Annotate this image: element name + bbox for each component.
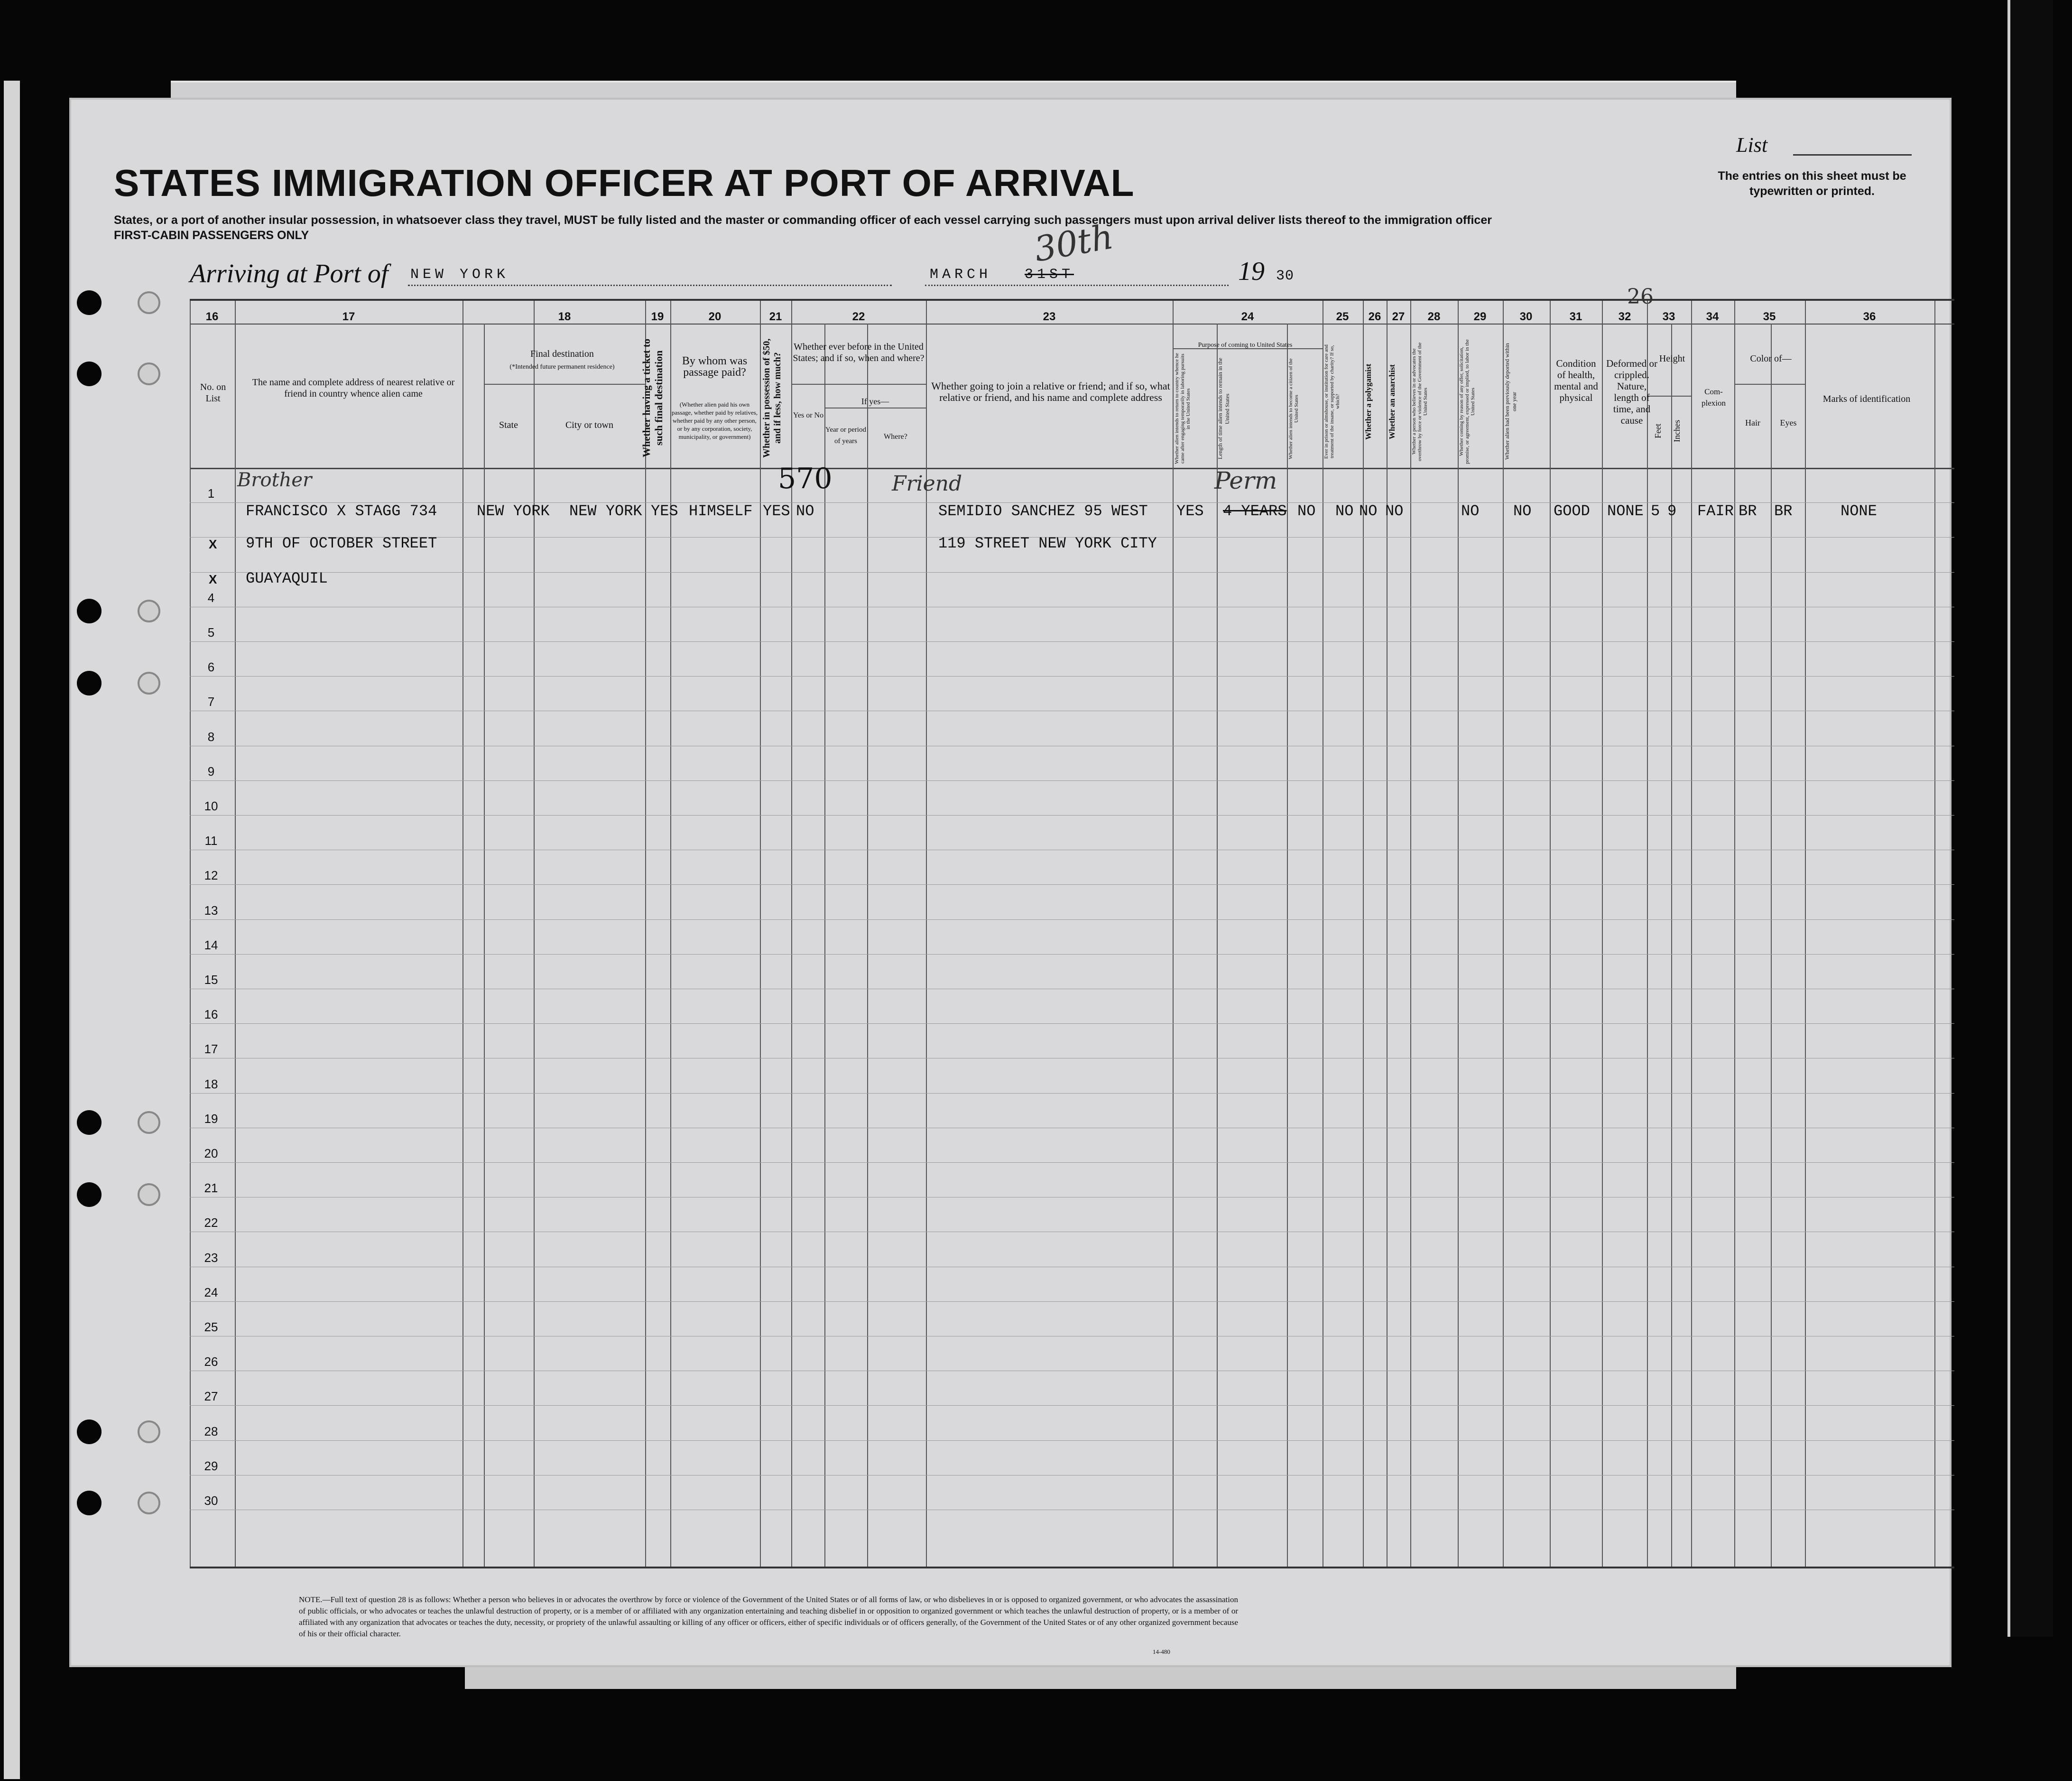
length-cell: 4 YEARS: [1223, 502, 1287, 520]
row-mark: X: [209, 537, 217, 551]
header-where: Where?: [884, 433, 907, 441]
column-rule: [1173, 301, 1174, 1567]
header-final-destination: Final destination: [530, 349, 594, 359]
punch-ring: [138, 1183, 160, 1206]
row-rule: [190, 884, 1954, 885]
punch-hole: [77, 1182, 102, 1207]
column-number: 29: [1473, 310, 1487, 323]
column-number: 31: [1569, 310, 1582, 323]
before-in-us-cell: NO: [796, 502, 814, 520]
row-number: 18: [204, 1076, 218, 1091]
punch-ring: [138, 1111, 160, 1134]
handwritten-friend: Friend: [892, 472, 962, 496]
column-rule: [1550, 301, 1551, 1567]
punch-hole: [77, 1491, 102, 1515]
column-rule: [645, 301, 646, 1567]
marks-cell: NONE: [1841, 502, 1877, 520]
column-number: 36: [1863, 310, 1876, 323]
column-number: 26: [1368, 310, 1381, 323]
header-col17: The name and complete address of nearest relative or friend in country whence alien came: [252, 377, 455, 399]
header-complexion: Com-plexion: [1702, 387, 1726, 408]
state-cell: NEW YORK: [477, 502, 550, 520]
column-rule: [1217, 324, 1218, 1567]
header-year-or-period: Year or period of years: [825, 426, 866, 445]
column-rule: [1647, 301, 1648, 1567]
list-number-line: [1793, 154, 1912, 156]
column-number: 28: [1427, 310, 1441, 323]
column-number: 33: [1662, 310, 1675, 323]
prison-cell: NO: [1335, 502, 1354, 520]
labor-cell: NO: [1461, 502, 1480, 520]
row-rule: [190, 919, 1954, 920]
header-col21: Whether in possession of $50, and if less, how much?: [761, 338, 783, 458]
row-number: 16: [204, 1007, 218, 1022]
row-number: 23: [204, 1250, 218, 1265]
deported-cell: NO: [1513, 502, 1532, 520]
header-col31: Condition of health, mental and physical: [1554, 358, 1598, 403]
header-col27: Whether an anarchist: [1388, 364, 1397, 439]
relative-line2: 9TH OF OCTOBER STREET: [246, 535, 437, 552]
intro-text: States, or a port of another insular possession, in whatsoever class they travel, MUST be fully listed and the master or commanding officer of each vessel carrying such passengers must upon arrival deliver lists thereof to the immigration officer: [114, 213, 1492, 227]
header-col32: Deformed or crippled. Nature, length of time, and cause: [1606, 358, 1657, 426]
column-rule: [462, 301, 463, 1567]
column-rule: [1458, 301, 1459, 1567]
column-number: 34: [1706, 310, 1719, 323]
row-number: 1: [207, 486, 215, 501]
cabin-class: FIRST-CABIN PASSENGERS ONLY: [114, 229, 309, 242]
column-number: 20: [708, 310, 722, 323]
row-number: 9: [207, 764, 215, 779]
row-number: 4: [207, 590, 215, 605]
column-rule: [1410, 301, 1411, 1567]
city-cell: NEW YORK: [569, 502, 642, 520]
citizen-cell: NO: [1297, 502, 1316, 520]
return-cell: YES: [1176, 502, 1204, 520]
header-inches: Inches: [1672, 420, 1682, 443]
row-number: 20: [204, 1146, 218, 1160]
column-rule: [670, 301, 671, 1567]
punch-ring: [138, 600, 160, 622]
punch-hole: [77, 599, 102, 623]
column-number: 25: [1336, 310, 1349, 323]
row-number: 30: [204, 1493, 218, 1508]
row-rule: [190, 1093, 1954, 1094]
handwritten-relation: Brother: [237, 469, 312, 491]
join-line2: 119 STREET NEW YORK CITY: [938, 535, 1157, 552]
column-number: 35: [1763, 310, 1776, 323]
day-typed-value: 31ST: [1025, 267, 1074, 283]
punch-hole: [77, 362, 102, 386]
typewritten-note: The entries on this sheet must be typewritten or printed.: [1718, 169, 1906, 198]
header-col20: By whom was passage paid?: [682, 355, 748, 379]
row-number: 7: [207, 695, 215, 709]
hair-cell: BR: [1739, 502, 1757, 520]
row-number: 15: [204, 973, 218, 987]
column-rule: [1691, 301, 1692, 1567]
header-col28: Whether a person who believes in or advocates the overthrow by force or violence of the Government of the United States: [1411, 342, 1428, 461]
header-final-destination-note: (*Intended future permanent residence): [509, 363, 615, 371]
year-suffix: 30: [1276, 268, 1295, 284]
row-number: 10: [204, 799, 218, 813]
row-rule: [190, 954, 1954, 955]
row-rule: [190, 1301, 1954, 1302]
relative-line1: FRANCISCO X STAGG 734: [246, 502, 437, 520]
column-number: 22: [852, 310, 865, 323]
header-no-on-list: No. on List: [200, 382, 226, 404]
header-if-yes: If yes—: [861, 397, 889, 406]
column-rule: [760, 301, 761, 1567]
punch-hole: [77, 290, 102, 315]
paid-by-cell: HIMSELF: [689, 502, 753, 520]
complexion-cell: FAIR: [1697, 502, 1734, 520]
row-number: 24: [204, 1285, 218, 1299]
date-underline: [925, 285, 1229, 286]
row-number: 19: [204, 1111, 218, 1126]
punch-hole: [77, 1110, 102, 1135]
day-handwritten: 30th: [1031, 216, 1116, 269]
money-cell: YES: [763, 502, 790, 520]
column-number: 23: [1043, 310, 1056, 323]
punch-hole: [77, 1419, 102, 1444]
row-rule: [190, 572, 1954, 573]
column-number: 24: [1241, 310, 1254, 323]
deformed-cell: NONE: [1607, 502, 1644, 520]
row-number: 28: [204, 1424, 218, 1438]
adjacent-page-edge: [4, 81, 20, 1779]
header-col24a: Whether alien intends to return to country whence he came after engaging temporarily in laboring pursuits in the United States: [1174, 353, 1191, 464]
header-color-of: Color of—: [1750, 353, 1792, 364]
row-number: 25: [204, 1320, 218, 1334]
inches-cell: 9: [1667, 502, 1677, 520]
row-number: 6: [207, 660, 215, 675]
page-title: STATES IMMIGRATION OFFICER AT PORT OF ARRIVAL: [114, 162, 1135, 204]
column-number: 21: [769, 310, 782, 323]
row-number: 5: [207, 625, 215, 640]
column-number-rule: [190, 324, 1954, 325]
header-col24b: Length of time alien intends to remain in the United States: [1217, 358, 1230, 460]
column-number: 16: [205, 310, 219, 323]
anarchist-cell: NO: [1385, 502, 1404, 520]
row-rule: [190, 1162, 1954, 1163]
row-number: 13: [204, 903, 218, 918]
column-number: 32: [1618, 310, 1631, 323]
column-rule: [1387, 301, 1388, 1567]
sheet-number: 26: [1627, 285, 1654, 309]
row-rule: [190, 815, 1954, 816]
year-prefix: 19: [1238, 257, 1265, 286]
arriving-label: Arriving at Port of: [190, 259, 388, 288]
header-col20-note: (Whether alien paid his own passage, whether paid by relatives, whether paid by any other person, or by any corporation, society, municipality, or government): [671, 401, 758, 440]
month-value: MARCH: [930, 267, 992, 283]
join-line1: SEMIDIO SANCHEZ 95 WEST: [938, 502, 1148, 520]
header-col25: Ever in prison or almshouse, or institution for care and treatment of the insane, or supported by charity? If so, which?: [1323, 344, 1341, 459]
row-number: 14: [204, 937, 218, 952]
header-col24: Purpose of coming to United States: [1198, 342, 1293, 349]
column-rule: [1805, 301, 1806, 1567]
column-rule: [235, 301, 236, 1567]
punch-ring: [138, 1420, 160, 1443]
header-col19: Whether having a ticket to such final destination: [640, 338, 665, 458]
row-rule: [190, 1405, 1954, 1406]
handwritten-money: 570: [778, 462, 832, 495]
column-number: 27: [1392, 310, 1405, 323]
header-split-rule: [484, 384, 645, 385]
header-col24c: Whether alien intends to become a citizen of the United States: [1288, 358, 1299, 459]
ticket-cell: YES: [651, 502, 678, 520]
punch-hole: [77, 671, 102, 696]
header-city: City or town: [565, 420, 614, 430]
column-rule: [1734, 301, 1735, 1567]
footnote-question-28: NOTE.—Full text of question 28 is as follows: Whether a person who believes in or advocates the overthrow by force or violence of the Government of the United States or of all forms of law, or who disbelieves in or is opposed to organized government, or who advocates the assassination of public officials, or who advocates or teaches the unlawful destruction of property, or is a member of or affiliated with any organization entertaining and teaching disbelief in or opposition to organized government or which teaches the unlawful destruction of property, or is a member of or affiliated with any organization that advocates or teaches the duty, necessity, or propriety of the unlawful assaulting or killing of any officer or officers, either of specific individuals or of officers generally, of the Government of the United States or of any other organized government because of his or their official character.: [299, 1595, 1238, 1638]
column-rule: [1287, 324, 1288, 1567]
header-col22: Whether ever before in the United States; and if so, when and where?: [793, 342, 925, 363]
column-rule: [1363, 301, 1364, 1567]
punch-ring: [138, 291, 160, 314]
row-number: 26: [204, 1354, 218, 1369]
header-feet: Feet: [1653, 424, 1663, 439]
column-rule: [1503, 301, 1504, 1567]
column-rule: [1602, 301, 1603, 1567]
row-number: 27: [204, 1389, 218, 1404]
row-rule: [190, 1023, 1954, 1024]
header-eyes: Eyes: [1780, 418, 1797, 427]
header-rule: [190, 468, 1954, 469]
header-col30: Whether alien had been previously deported within one year: [1504, 343, 1517, 460]
column-rule: [1934, 301, 1935, 1567]
row-rule: [190, 1440, 1954, 1441]
punch-ring: [138, 672, 160, 695]
feet-cell: 5: [1651, 502, 1660, 520]
row-number: 17: [204, 1042, 218, 1057]
list-label: List: [1736, 133, 1768, 157]
row-rule: [190, 780, 1954, 781]
health-cell: GOOD: [1554, 502, 1590, 520]
column-rule: [867, 324, 868, 1567]
adjacent-page-edge-right: [2007, 0, 2053, 1637]
row-rule: [190, 641, 1954, 642]
row-number: 29: [204, 1458, 218, 1473]
punch-ring: [138, 362, 160, 385]
handwritten-purpose: Perm: [1214, 467, 1277, 494]
column-rule: [824, 324, 825, 1567]
header-split-rule: [791, 384, 926, 385]
column-number: 17: [342, 310, 355, 323]
header-marks: Marks of identification: [1822, 394, 1911, 404]
header-state: State: [499, 420, 518, 430]
header-yes-or-no: Yes or No: [793, 411, 824, 419]
row-rule: [190, 676, 1954, 677]
row-number: 21: [204, 1181, 218, 1196]
relative-line3: GUAYAQUIL: [246, 570, 328, 587]
header-split-rule: [1734, 384, 1805, 385]
header-col29: Whether coming by reason of any offer, solicitation, promise, or agreement, expressed or implied, to labor in the United States: [1459, 339, 1476, 464]
column-number: 30: [1519, 310, 1533, 323]
port-underline: [408, 285, 892, 286]
punch-ring: [138, 1492, 160, 1514]
row-number: 11: [204, 834, 218, 848]
row-number: 8: [207, 729, 215, 744]
row-number: 12: [204, 868, 218, 883]
column-number: 18: [558, 310, 571, 323]
row-number: 22: [204, 1215, 218, 1230]
column-rule: [1771, 324, 1772, 1567]
port-value: NEW YORK: [410, 267, 509, 283]
form-number: 14-480: [1153, 1648, 1170, 1655]
header-col23: Whether going to join a relative or friend; and if so, what relative or friend, and his name and complete address: [931, 380, 1170, 403]
header-col26: Whether a polygamist: [1364, 363, 1373, 440]
column-number: 19: [651, 310, 664, 323]
manifest-table: [190, 299, 1954, 1568]
header-hair: Hair: [1745, 418, 1760, 427]
column-rule: [534, 301, 535, 1567]
row-mark: X: [209, 572, 217, 586]
header-height: Height: [1659, 353, 1685, 364]
eyes-cell: BR: [1774, 502, 1793, 520]
polygamist-cell: NO: [1359, 502, 1378, 520]
